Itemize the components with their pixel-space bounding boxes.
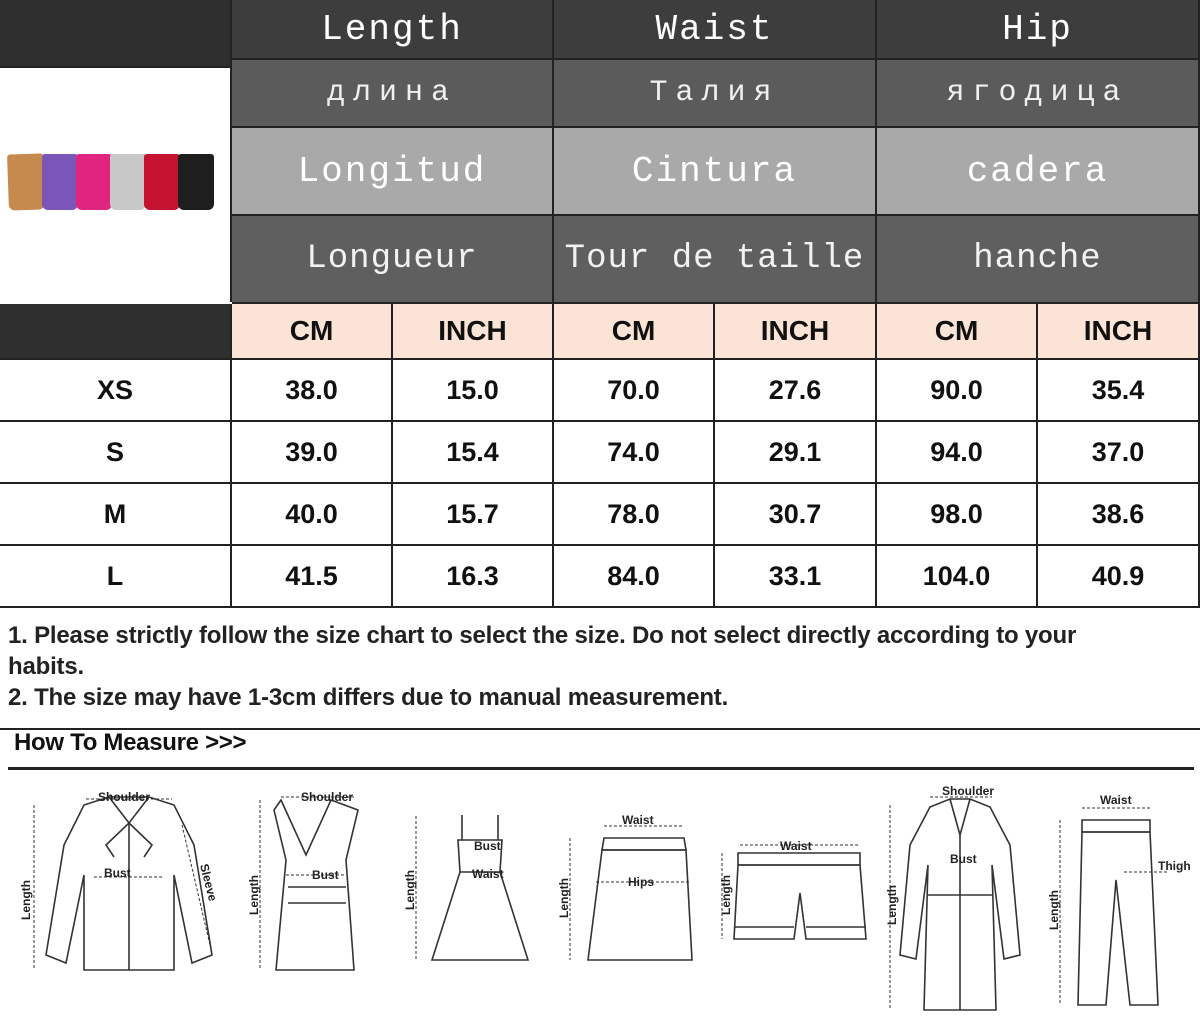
skirt-diagram [556, 810, 696, 980]
dress-bust-label: Bust [474, 839, 501, 853]
table-cell: 40.0 [232, 484, 393, 546]
unit-waist-inch: INCH [715, 304, 877, 360]
pants-thigh-label: Thigh [1158, 859, 1191, 873]
section-divider [8, 767, 1194, 770]
size-label: XS [0, 360, 232, 422]
note-line-1: 1. Please strictly follow the size chart to select the size. Do not select directly according to your [8, 622, 1077, 649]
note-line-2: 2. The size may have 1-3cm differs due to manual measurement. [8, 684, 729, 711]
table-cell: 33.1 [715, 546, 877, 608]
coat-length-label: Length [885, 885, 899, 925]
table-cell: 15.4 [393, 422, 554, 484]
header-length-fr: Longueur [232, 216, 554, 304]
header-length-ru: длина [232, 60, 554, 128]
unit-hip-cm: CM [877, 304, 1038, 360]
table-cell: 30.7 [715, 484, 877, 546]
size-label: S [0, 422, 232, 484]
header-hip-en: Hip [877, 0, 1200, 60]
header-waist-ru: Талия [554, 60, 877, 128]
skirt-swatch-silver [110, 154, 146, 210]
table-cell: 15.0 [393, 360, 554, 422]
shirt-diagram [14, 785, 224, 985]
tank-bust-label: Bust [312, 868, 339, 882]
product-image [0, 68, 232, 302]
dress-diagram [404, 810, 534, 990]
size-label: L [0, 546, 232, 608]
skirt-swatch-gold [7, 153, 45, 210]
table-cell: 104.0 [877, 546, 1038, 608]
table-cell: 37.0 [1038, 422, 1200, 484]
table-cell: 41.5 [232, 546, 393, 608]
how-to-measure-title: How To Measure >>> [14, 729, 247, 756]
skirt-length-label: Length [557, 878, 571, 918]
table-corner-top [0, 0, 232, 68]
header-waist-fr: Tour de taille [554, 216, 877, 304]
unit-length-cm: CM [232, 304, 393, 360]
header-hip-es: cadera [877, 128, 1200, 216]
header-waist-en: Waist [554, 0, 877, 60]
tank-length-label: Length [247, 875, 261, 915]
table-cell: 40.9 [1038, 546, 1200, 608]
pants-diagram [1040, 790, 1190, 1020]
unit-waist-cm: CM [554, 304, 715, 360]
shorts-diagram [710, 835, 870, 955]
skirt-swatch-pink [76, 154, 112, 210]
header-hip-ru: ягодица [877, 60, 1200, 128]
dress-length-label: Length [403, 870, 417, 910]
table-cell: 27.6 [715, 360, 877, 422]
table-cell: 29.1 [715, 422, 877, 484]
table-cell: 74.0 [554, 422, 715, 484]
table-cell: 38.6 [1038, 484, 1200, 546]
unit-length-inch: INCH [393, 304, 554, 360]
table-cell: 78.0 [554, 484, 715, 546]
table-corner-unit [0, 304, 232, 360]
dress-waist-label: Waist [472, 867, 504, 881]
table-cell: 90.0 [877, 360, 1038, 422]
skirt-swatch-red [144, 154, 180, 210]
table-cell: 16.3 [393, 546, 554, 608]
header-length-en: Length [232, 0, 554, 60]
skirt-waist-label: Waist [622, 813, 654, 827]
shorts-waist-label: Waist [780, 839, 812, 853]
skirt-swatch-black [178, 154, 214, 210]
pants-length-label: Length [1047, 890, 1061, 930]
coat-shoulder-label: Shoulder [942, 784, 995, 798]
table-cell: 84.0 [554, 546, 715, 608]
header-hip-fr: hanche [877, 216, 1200, 304]
shirt-shoulder-label: Shoulder [98, 790, 151, 804]
header-waist-es: Cintura [554, 128, 877, 216]
table-cell: 15.7 [393, 484, 554, 546]
size-label: M [0, 484, 232, 546]
table-cell: 38.0 [232, 360, 393, 422]
table-cell: 98.0 [877, 484, 1038, 546]
tank-shoulder-label: Shoulder [301, 790, 354, 804]
shirt-sleeve-label: Sleeve [197, 862, 220, 903]
unit-hip-inch: INCH [1038, 304, 1200, 360]
shirt-bust-label: Bust [104, 866, 131, 880]
table-cell: 94.0 [877, 422, 1038, 484]
coat-bust-label: Bust [950, 852, 977, 866]
skirt-swatch-purple [42, 154, 78, 210]
table-cell: 39.0 [232, 422, 393, 484]
pants-waist-label: Waist [1100, 793, 1132, 807]
tank-diagram [246, 785, 386, 985]
skirt-hips-label: Hips [628, 875, 655, 889]
table-cell: 35.4 [1038, 360, 1200, 422]
shorts-length-label: Length [719, 875, 733, 915]
note-line-1-cont: habits. [8, 653, 84, 680]
shirt-length-label: Length [19, 880, 33, 920]
header-length-es: Longitud [232, 128, 554, 216]
coat-diagram [880, 785, 1030, 1020]
table-cell: 70.0 [554, 360, 715, 422]
size-notes [0, 608, 1200, 730]
